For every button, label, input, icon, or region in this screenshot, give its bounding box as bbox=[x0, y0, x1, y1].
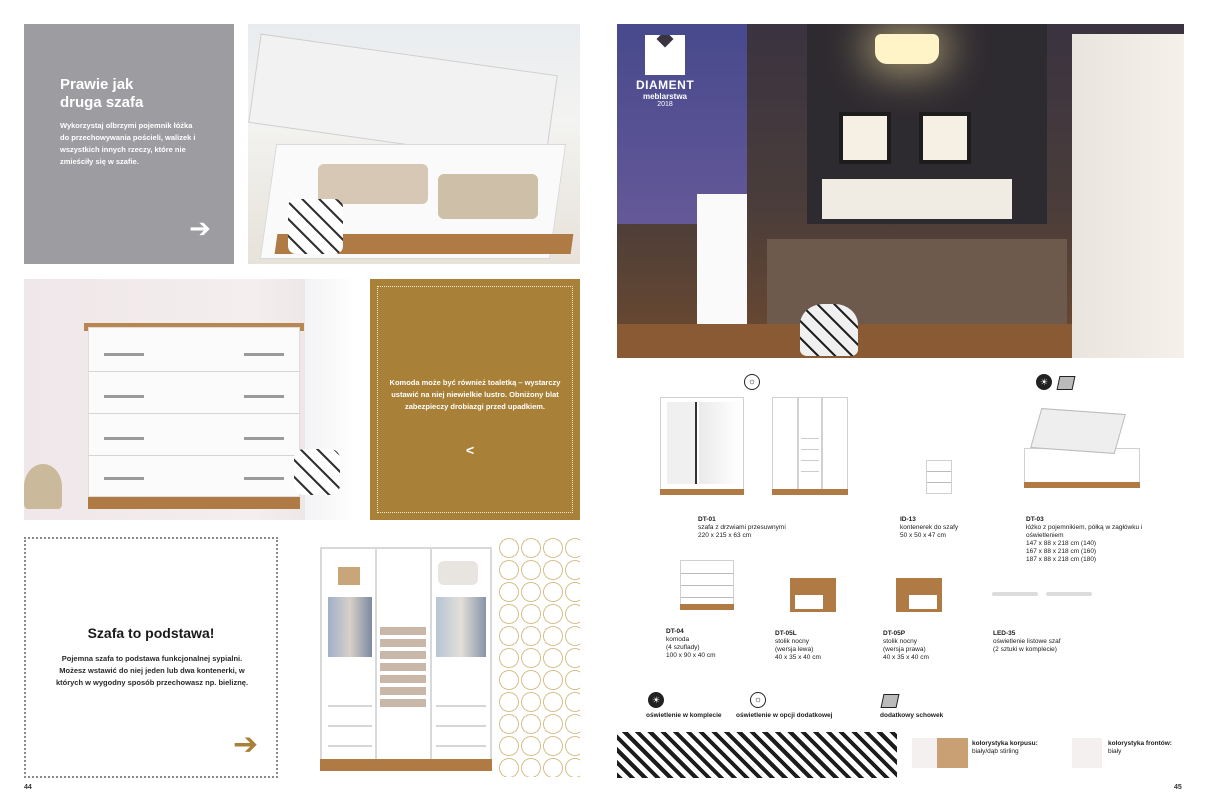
product-dims: 167 x 88 x 218 cm (160) bbox=[1026, 548, 1097, 555]
decorative-pattern-strip bbox=[617, 732, 897, 778]
swatch-title: kolorystyka korpusu: bbox=[972, 740, 1038, 747]
page-number-left: 44 bbox=[24, 784, 32, 791]
product-dims: 187 x 88 x 218 cm (180) bbox=[1026, 556, 1097, 563]
bed-storage-text: Wykorzystaj olbrzymi pojemnik łóżka do przechowywania pościeli, walizek i wszystkich innych rzeczy, które nie zmieściły się w szafie. bbox=[60, 121, 196, 166]
container-drawing bbox=[926, 460, 952, 494]
chevron-left-icon: < bbox=[466, 442, 475, 458]
bed-storage-title-line2: druga szafa bbox=[60, 94, 144, 111]
product-dt05l bbox=[775, 630, 821, 662]
bed-storage-title bbox=[60, 76, 200, 112]
diament-award-badge bbox=[636, 33, 694, 125]
badge-line1: DIAMENT bbox=[636, 78, 695, 92]
product-desc: oświetlenie listowe szaf bbox=[993, 638, 1061, 645]
product-code: DT-01 bbox=[698, 516, 716, 523]
product-desc: szafa z drzwiami przesuwnymi bbox=[698, 524, 786, 531]
wardrobe-panel bbox=[24, 537, 278, 778]
product-desc: (wersja prawa) bbox=[883, 646, 926, 653]
dresser-photo bbox=[24, 279, 355, 520]
bed-storage-panel bbox=[24, 24, 234, 264]
body-color-swatch bbox=[912, 738, 968, 768]
product-code: ID-13 bbox=[900, 516, 916, 523]
product-code: DT-05L bbox=[775, 630, 797, 637]
wardrobe-closed-drawing bbox=[660, 397, 744, 495]
product-led35 bbox=[993, 630, 1061, 654]
arrow-right-icon: ➔ bbox=[233, 728, 259, 761]
lightbulb-outline-icon: ☼ bbox=[744, 374, 760, 390]
product-dt04 bbox=[666, 628, 716, 660]
legend-storage: dodatkowy schowek bbox=[880, 712, 944, 719]
open-wardrobe-photo bbox=[318, 537, 580, 777]
wardrobe-open-drawing bbox=[772, 397, 848, 495]
product-desc: (2 sztuki w komplecie) bbox=[993, 646, 1057, 653]
product-dims: 40 x 35 x 40 cm bbox=[883, 654, 929, 661]
product-dims: 147 x 88 x 218 cm (140) bbox=[1026, 540, 1097, 547]
product-id13 bbox=[900, 516, 958, 540]
product-code: DT-05P bbox=[883, 630, 906, 637]
product-dims: 220 x 215 x 63 cm bbox=[698, 532, 752, 539]
storage-box-icon bbox=[1057, 376, 1076, 390]
product-dims: 40 x 35 x 40 cm bbox=[775, 654, 821, 661]
product-code: DT-04 bbox=[666, 628, 684, 635]
lightbulb-filled-icon: ☀ bbox=[1036, 374, 1052, 390]
product-desc: kontenerek do szafy bbox=[900, 524, 959, 531]
product-desc: (4 szuflady) bbox=[666, 644, 700, 651]
legend-optional: oświetlenie w opcji dodatkowej bbox=[736, 712, 833, 719]
lightbulb-outline-icon: ☼ bbox=[750, 692, 766, 708]
led-strip-2 bbox=[1046, 592, 1092, 596]
legend-included: oświetlenie w komplecie bbox=[646, 712, 722, 719]
product-desc: stolik nocny bbox=[883, 638, 917, 645]
led-strip-1 bbox=[992, 592, 1038, 596]
product-desc: komoda bbox=[666, 636, 690, 643]
storage-bed-drawing bbox=[1024, 448, 1140, 488]
body-color-label bbox=[972, 740, 1038, 756]
swatch-title: kolorystyka frontów: bbox=[1108, 740, 1172, 747]
product-desc: łóżko z pojemnikiem, półką w zagłówku i oświetleniem bbox=[1026, 524, 1143, 539]
nightstand-right-drawing bbox=[896, 578, 942, 612]
storage-box-icon bbox=[881, 694, 900, 708]
product-code: DT-03 bbox=[1026, 516, 1044, 523]
wardrobe-title: Szafa to podstawa! bbox=[87, 625, 215, 641]
product-code: LED-35 bbox=[993, 630, 1016, 637]
diamond-logo-icon bbox=[645, 35, 685, 75]
bedroom-photo bbox=[617, 24, 1184, 358]
product-dt05p bbox=[883, 630, 929, 662]
front-color-swatch bbox=[1072, 738, 1102, 768]
product-dims: 50 x 50 x 47 cm bbox=[900, 532, 946, 539]
dresser-tip-text: Komoda może być również toaletką – wystarczy ustawić na niej niewielkie lustro. Obniżony blat zabezpieczy drobiazgi przed upadkiem. bbox=[389, 378, 561, 411]
swatch-value: biały bbox=[1108, 748, 1122, 755]
bed-storage-photo bbox=[248, 24, 580, 264]
front-color-label bbox=[1108, 740, 1172, 756]
bed-storage-title-line1: Prawie jak bbox=[60, 76, 134, 93]
dresser-tip-panel bbox=[370, 279, 580, 520]
wardrobe-text: Pojemna szafa to podstawa funkcjonalnej sypialni. Możesz wstawić do niej jeden lub dwa kontenerki, w których w wygodny sposób przechowasz np. bieliznę. bbox=[55, 654, 249, 687]
product-desc: (wersja lewa) bbox=[775, 646, 814, 653]
page-number-right: 45 bbox=[1174, 784, 1182, 791]
product-dims: 100 x 90 x 40 cm bbox=[666, 652, 716, 659]
badge-line3: 2018 bbox=[657, 101, 673, 108]
lightbulb-filled-icon: ☀ bbox=[648, 692, 664, 708]
arrow-right-icon: ➔ bbox=[189, 213, 211, 243]
product-desc: stolik nocny bbox=[775, 638, 809, 645]
badge-line2: meblarstwa bbox=[642, 92, 688, 101]
product-dt03 bbox=[1026, 516, 1176, 564]
product-dt01 bbox=[698, 516, 786, 540]
nightstand-left-drawing bbox=[790, 578, 836, 612]
dresser-drawing bbox=[680, 560, 734, 610]
swatch-value: biały/dąb stirling bbox=[972, 748, 1019, 755]
